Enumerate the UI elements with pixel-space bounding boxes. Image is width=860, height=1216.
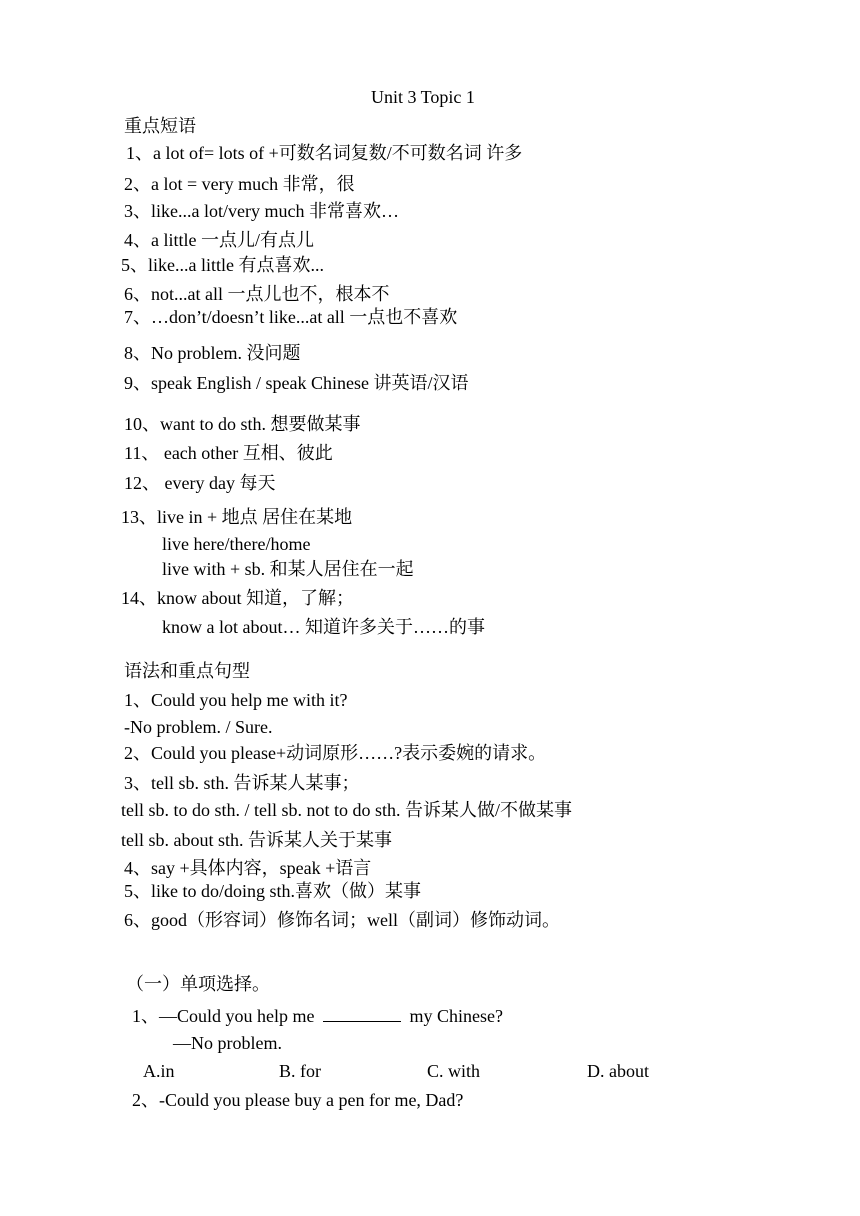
grammar-item: 6、good（形容词）修饰名词；well（副词）修饰动词。 xyxy=(124,910,560,930)
section-heading-grammar: 语法和重点句型 xyxy=(124,661,250,681)
phrase-item: 8、No problem. 没问题 xyxy=(124,343,301,363)
question-2: 2、-Could you please buy a pen for me, Dad? xyxy=(132,1090,464,1110)
question-1-suffix: my Chinese? xyxy=(409,1006,503,1026)
option-a: A.in xyxy=(143,1061,175,1081)
grammar-item: 4、say +具体内容，speak +语言 xyxy=(124,858,372,878)
grammar-item: 2、Could you please+动词原形……?表示委婉的请求。 xyxy=(124,743,547,763)
phrase-item: 13、live in + 地点 居住在某地 xyxy=(121,507,353,527)
grammar-item: 5、like to do/doing sth.喜欢（做）某事 xyxy=(124,881,421,901)
phrase-item: 3、like...a lot/very much 非常喜欢… xyxy=(124,201,399,221)
question-1-response: —No problem. xyxy=(173,1033,282,1053)
section-heading-exercise: （一）单项选择。 xyxy=(126,974,270,994)
phrase-item: 1、a lot of= lots of +可数名词复数/不可数名词 许多 xyxy=(126,143,523,163)
phrase-item: 7、…don’t/doesn’t like...at all 一点也不喜欢 xyxy=(124,307,458,327)
phrase-subitem: know a lot about… 知道许多关于……的事 xyxy=(162,617,485,637)
phrase-item: 9、speak English / speak Chinese 讲英语/汉语 xyxy=(124,373,469,393)
answer-blank[interactable] xyxy=(323,1005,401,1022)
question-1-prefix: 1、—Could you help me xyxy=(132,1006,315,1026)
phrase-item: 11、 each other 互相、彼此 xyxy=(124,443,333,463)
phrase-item: 4、a little 一点儿/有点儿 xyxy=(124,230,314,250)
phrase-item: 10、want to do sth. 想要做某事 xyxy=(124,414,361,434)
grammar-item: tell sb. to do sth. / tell sb. not to do sth. 告诉某人做/不做某事 xyxy=(121,800,573,820)
option-d: D. about xyxy=(587,1061,649,1081)
phrase-item: 2、a lot = very much 非常，很 xyxy=(124,174,355,194)
section-heading-phrases: 重点短语 xyxy=(124,116,196,136)
phrase-item: 14、know about 知道，了解； xyxy=(121,588,354,608)
phrase-item: 6、not...at all 一点儿也不，根本不 xyxy=(124,284,390,304)
grammar-item: 1、Could you help me with it? xyxy=(124,690,348,710)
grammar-item: tell sb. about sth. 告诉某人关于某事 xyxy=(121,830,392,850)
grammar-item: 3、tell sb. sth. 告诉某人某事； xyxy=(124,773,360,793)
option-c: C. with xyxy=(427,1061,481,1081)
option-b: B. for xyxy=(279,1061,321,1081)
phrase-subitem: live here/there/home xyxy=(162,534,311,554)
phrase-item: 12、 every day 每天 xyxy=(124,473,276,493)
grammar-item: -No problem. / Sure. xyxy=(124,717,273,737)
phrase-subitem: live with + sb. 和某人居住在一起 xyxy=(162,559,414,579)
question-1 xyxy=(132,1005,503,1027)
page-title: Unit 3 Topic 1 xyxy=(371,87,475,107)
phrase-item: 5、like...a little 有点喜欢... xyxy=(121,255,324,275)
